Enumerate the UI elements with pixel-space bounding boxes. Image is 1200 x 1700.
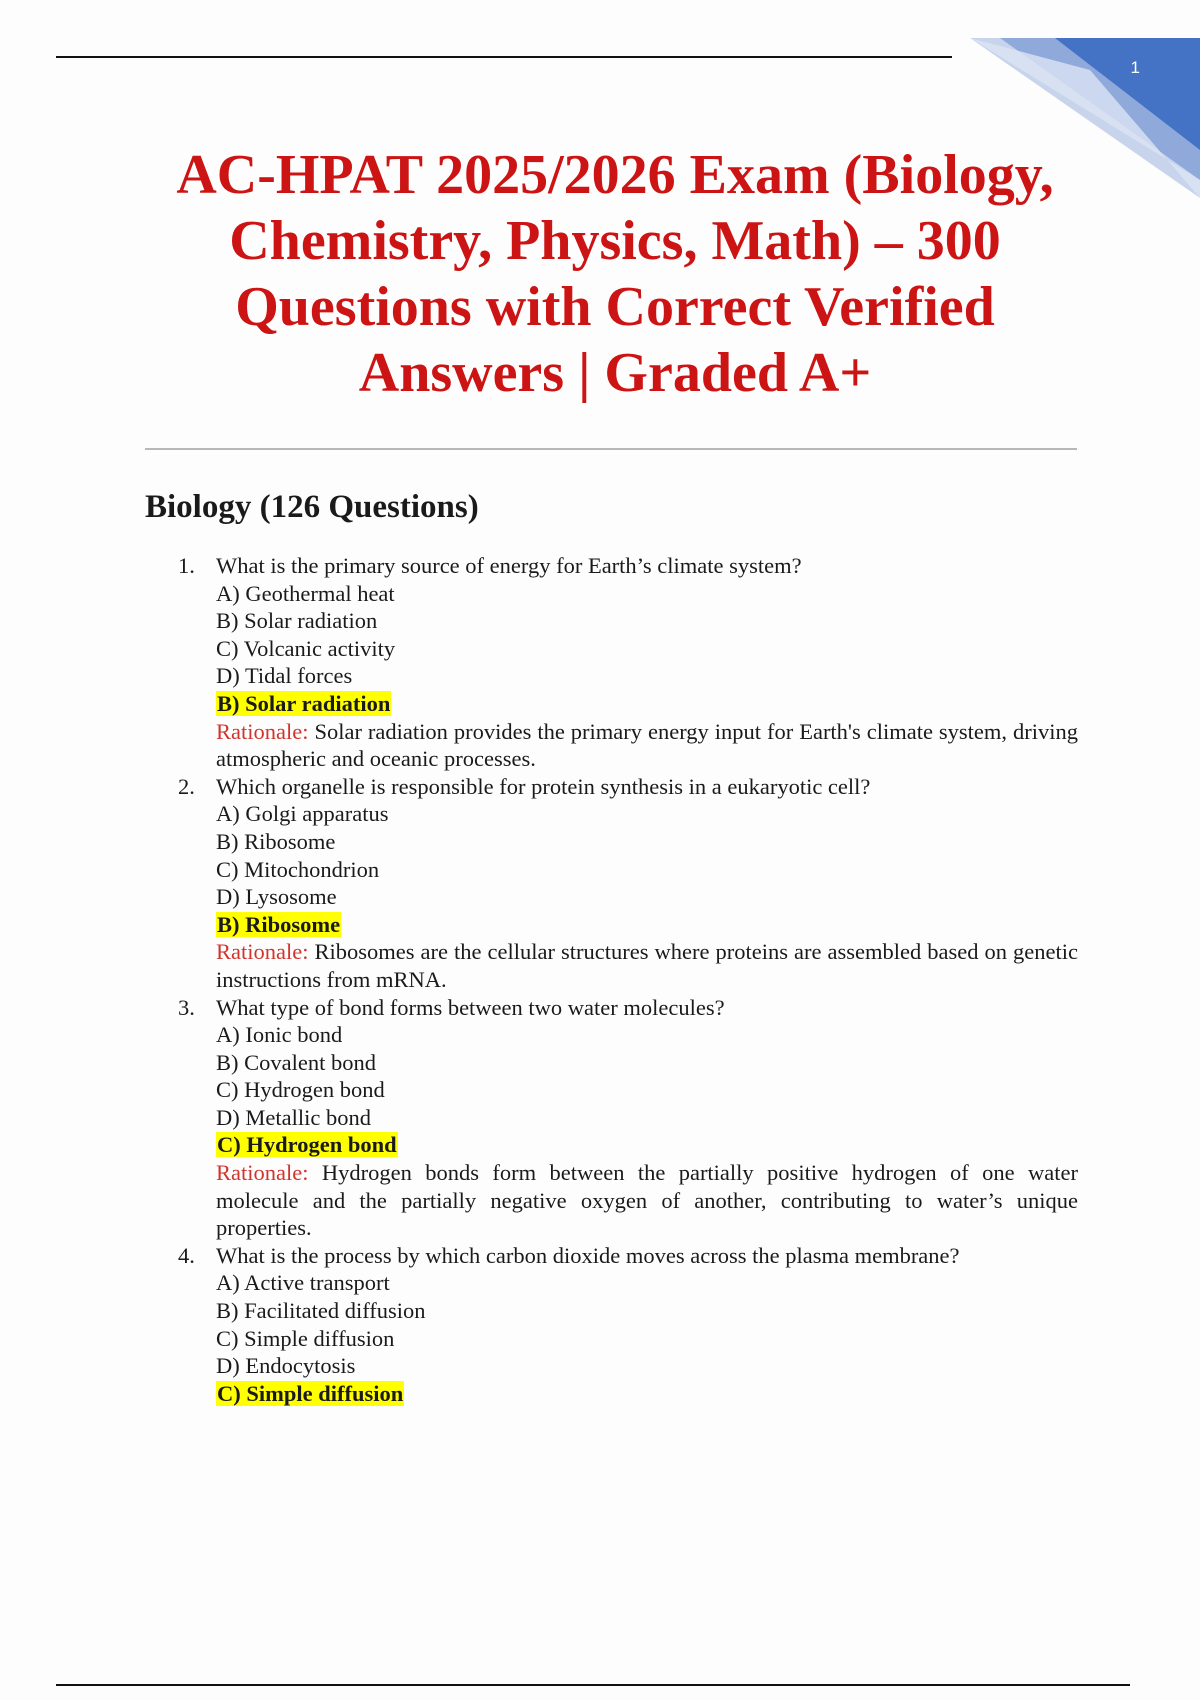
rationale-label: Rationale: xyxy=(216,1160,309,1186)
rationale-text: Solar radiation provides the primary energy input for Earth's climate system, driving atmospheric and oceanic processes. xyxy=(216,718,1078,772)
question-number: 4. xyxy=(178,1242,195,1268)
question-text: What is the primary source of energy for Earth’s climate system? xyxy=(216,553,802,578)
rationale-label: Rationale: xyxy=(216,718,309,744)
rationale xyxy=(216,718,1078,773)
page-number: 1 xyxy=(1130,58,1140,77)
title-divider xyxy=(145,448,1077,450)
question-text: Which organelle is responsible for protein synthesis in a eukaryotic cell? xyxy=(216,773,871,799)
rationale xyxy=(216,1159,1078,1242)
option: D) Lysosome xyxy=(216,884,337,910)
rationale xyxy=(216,938,1078,993)
option: D) Metallic bond xyxy=(216,1104,371,1130)
footer-rule xyxy=(56,1684,1130,1686)
question-number: 1. xyxy=(178,553,195,578)
question-text: What is the process by which carbon dioxide moves across the plasma membrane? xyxy=(216,1242,960,1268)
header-rule xyxy=(56,56,952,58)
question-item xyxy=(178,1242,1078,1408)
question-item xyxy=(178,552,1078,773)
question-list xyxy=(178,552,1078,1407)
rationale-label: Rationale: xyxy=(216,939,309,965)
option: B) Ribosome xyxy=(216,828,336,854)
option: B) Covalent bond xyxy=(216,1049,376,1075)
option: A) Ionic bond xyxy=(216,1022,343,1048)
option: B) Solar radiation xyxy=(216,608,378,634)
option: A) Golgi apparatus xyxy=(216,801,389,827)
question-number: 2. xyxy=(178,773,195,799)
section-heading: Biology (126 Questions) xyxy=(145,489,479,525)
correct-answer: B) Ribosome xyxy=(217,911,341,937)
option: B) Facilitated diffusion xyxy=(216,1298,426,1324)
correct-answer: B) Solar radiation xyxy=(217,690,391,716)
correct-answer: C) Simple diffusion xyxy=(217,1380,404,1406)
document-title: AC-HPAT 2025/2026 Exam (Biology, Chemistry, Physics, Math) – 300 Questions with Correct Verified Answers | Graded A+ xyxy=(176,144,1054,404)
option: C) Mitochondrion xyxy=(216,856,380,882)
question-number: 3. xyxy=(178,994,195,1020)
question-text: What type of bond forms between two water molecules? xyxy=(216,994,725,1020)
question-item xyxy=(178,773,1078,994)
option: A) Active transport xyxy=(216,1270,390,1296)
option: C) Hydrogen bond xyxy=(216,1077,385,1103)
option: C) Simple diffusion xyxy=(216,1325,395,1351)
option: C) Volcanic activity xyxy=(216,635,396,661)
option: A) Geothermal heat xyxy=(216,580,395,606)
correct-answer: C) Hydrogen bond xyxy=(217,1132,397,1158)
option: D) Tidal forces xyxy=(216,663,353,689)
rationale-text: Hydrogen bonds form between the partially positive hydrogen of one water molecule and the partially negative oxygen of another, contributing to water’s unique properties. xyxy=(216,1160,1079,1241)
question-item xyxy=(178,994,1078,1242)
option: D) Endocytosis xyxy=(216,1353,356,1379)
rationale-text: Ribosomes are the cellular structures where proteins are assembled based on genetic instructions from mRNA. xyxy=(216,939,1078,992)
